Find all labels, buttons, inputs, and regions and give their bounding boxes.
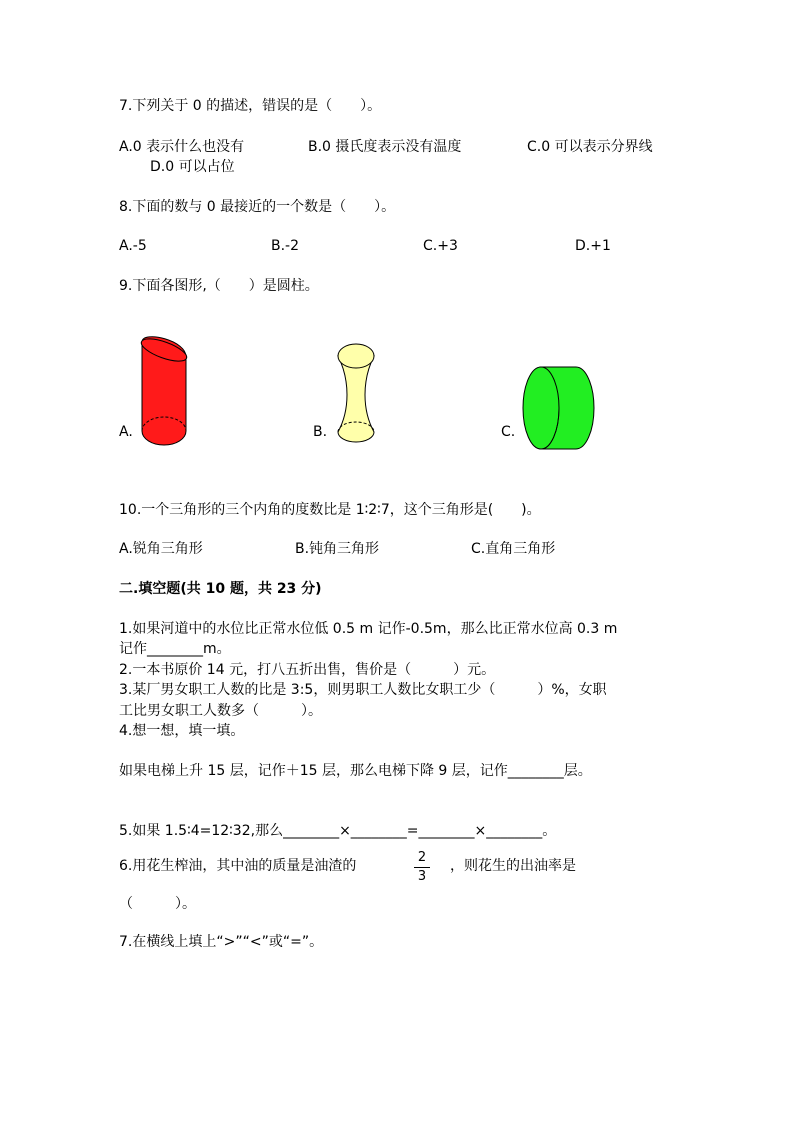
fill-q7: 7.在横线上填上“>”“<”或“=”。 bbox=[119, 934, 324, 950]
fill-q3-line2: 工比男女职工人数多（ ）。 bbox=[119, 703, 322, 719]
fill-q1-line2: 记作________m。 bbox=[119, 641, 231, 657]
cylinder-figure bbox=[520, 364, 598, 452]
q8-stem: 8.下面的数与 0 最接近的一个数是（ ）。 bbox=[119, 199, 396, 215]
fill-q6-line2: （ ）。 bbox=[119, 896, 196, 912]
q9-stem: 9.下面各图形,（ ）是圆柱。 bbox=[119, 278, 319, 294]
slanted-cylinder-figure bbox=[138, 328, 194, 456]
fraction-denominator: 3 bbox=[417, 869, 427, 884]
fill-q4-subquestion: 如果电梯上升 15 层，记作＋15 层，那么电梯下降 9 层，记作________层。 bbox=[119, 763, 592, 779]
fill-q1-line1: 1.如果河道中的水位比正常水位低 0.5 m 记作-0.5m，那么比正常水位高 0.3 m bbox=[119, 621, 618, 637]
q7-option-d: D.0 可以占位 bbox=[150, 159, 235, 175]
fraction-two-thirds bbox=[412, 850, 432, 885]
q10-option-a: A.锐角三角形 bbox=[119, 541, 203, 557]
q10-stem: 10.一个三角形的三个内角的度数比是 1∶2∶7，这个三角形是( )。 bbox=[119, 502, 541, 518]
fill-q3-line1: 3.某厂男女职工人数的比是 3:5，则男职工人数比女职工少（ ）%，女职 bbox=[119, 682, 607, 698]
fraction-bar bbox=[414, 867, 430, 868]
section-heading: 二.填空题(共 10 题，共 23 分) bbox=[119, 581, 322, 597]
q9-option-c-label: C. bbox=[501, 424, 516, 440]
q9-option-b-label: B. bbox=[313, 424, 328, 440]
q9-option-a-label: A. bbox=[119, 424, 133, 440]
q7-option-a: A.0 表示什么也没有 bbox=[119, 139, 245, 155]
q8-option-a: A.-5 bbox=[119, 238, 147, 254]
q8-option-d: D.+1 bbox=[575, 238, 611, 254]
q7-stem: 7.下列关于 0 的描述，错误的是（ ）。 bbox=[119, 98, 382, 114]
fill-q6-before-fraction: 6.用花生榨油，其中油的质量是油渣的 bbox=[119, 858, 357, 874]
concave-solid-figure bbox=[334, 340, 378, 452]
q10-option-c: C.直角三角形 bbox=[471, 541, 556, 557]
fraction-numerator: 2 bbox=[417, 850, 427, 865]
q8-option-c: C.+3 bbox=[423, 238, 458, 254]
q7-option-c: C.0 可以表示分界线 bbox=[527, 139, 653, 155]
fill-q2: 2.一本书原价 14 元，打八五折出售，售价是（ ）元。 bbox=[119, 662, 496, 678]
fill-q6-after-fraction: ，则花生的出油率是 bbox=[450, 858, 576, 874]
q8-option-b: B.-2 bbox=[271, 238, 300, 254]
fill-q5: 5.如果 1.5∶4=12∶32,那么________×________=________×________。 bbox=[119, 823, 557, 839]
q10-option-b: B.钝角三角形 bbox=[295, 541, 380, 557]
q7-option-b: B.0 摄氏度表示没有温度 bbox=[308, 139, 462, 155]
fill-q4: 4.想一想，填一填。 bbox=[119, 723, 245, 739]
